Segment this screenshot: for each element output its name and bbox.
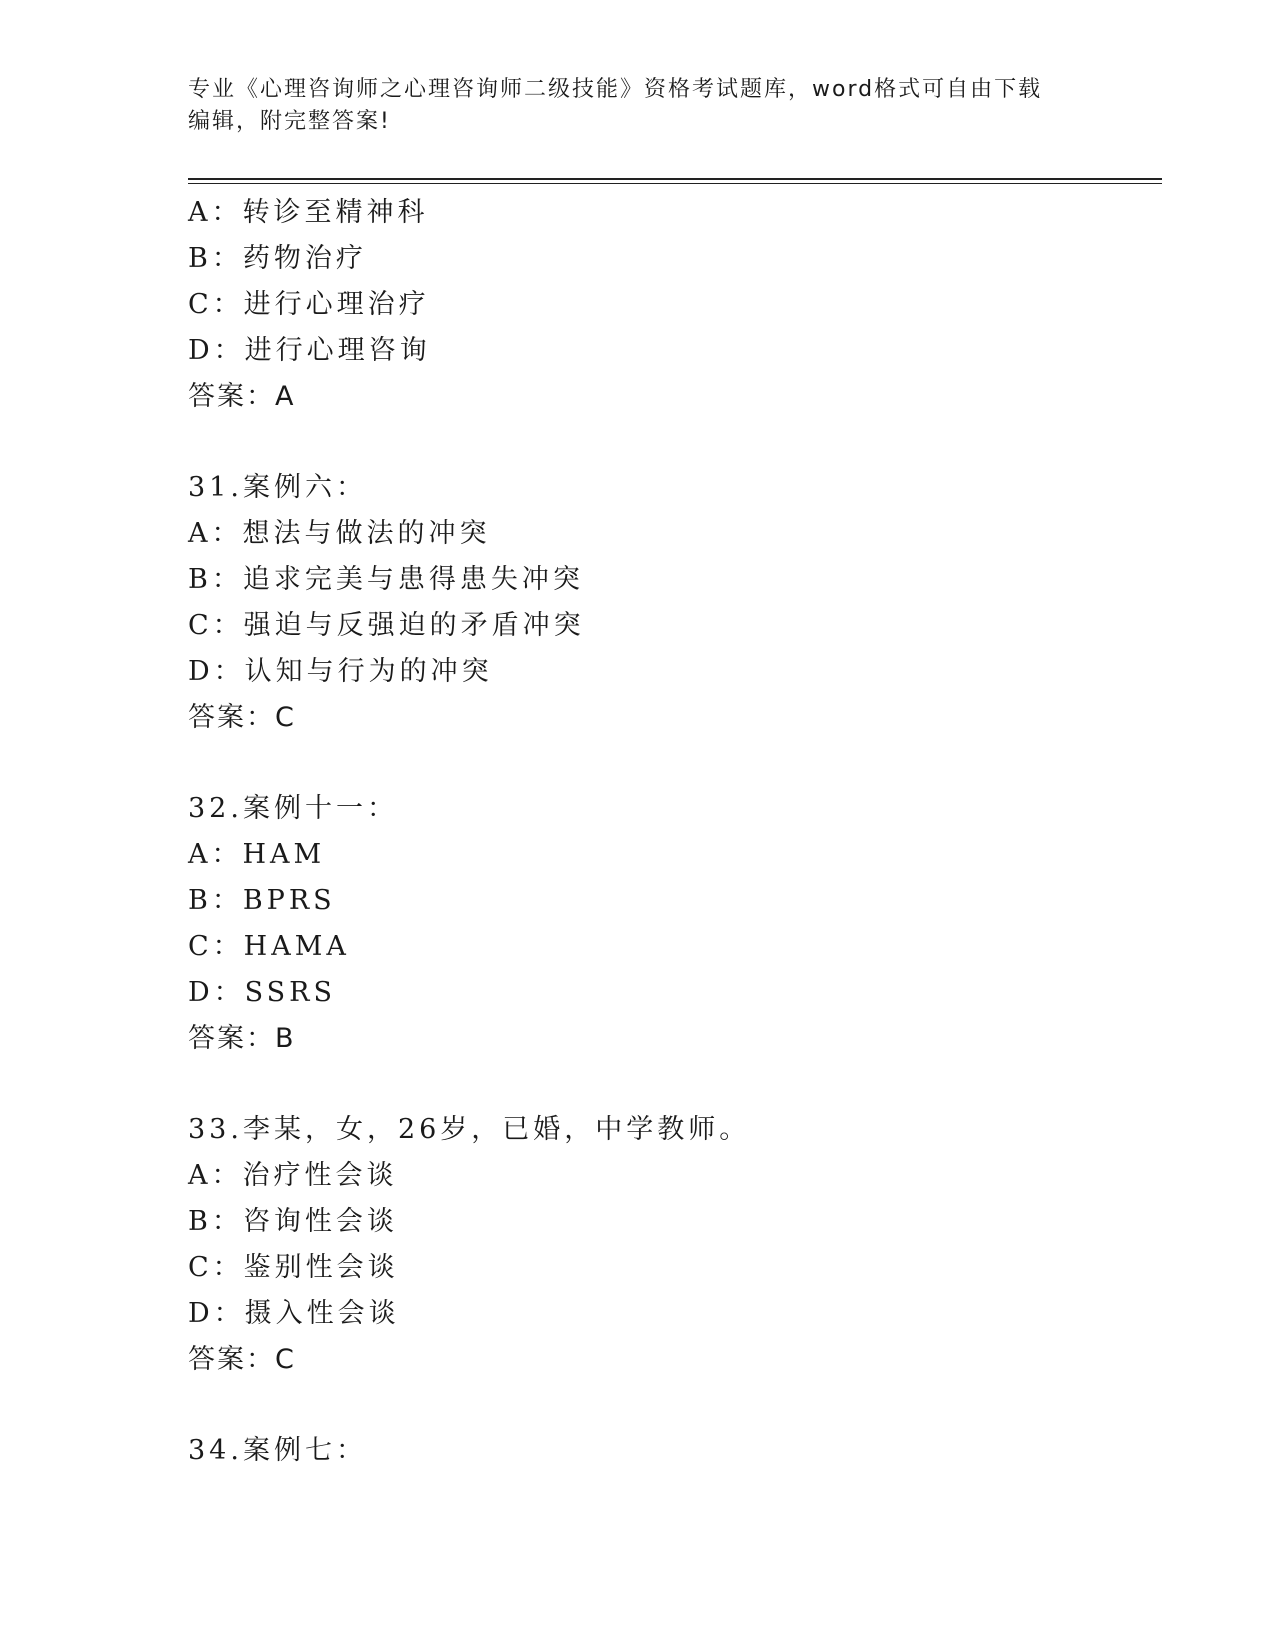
option-b: B：追求完美与患得患失冲突	[188, 564, 584, 595]
question-block	[188, 1107, 1162, 1383]
question-block	[188, 786, 1162, 1062]
option-a: A：想法与做法的冲突	[188, 518, 491, 549]
header-divider	[188, 178, 1162, 184]
answer: 答案：B	[188, 1023, 296, 1054]
question-title: 31.案例六：	[188, 472, 367, 503]
header-line-1: 专业《心理咨询师之心理咨询师二级技能》资格考试题库，word格式可自由下载	[188, 77, 1043, 102]
option-c: C：进行心理治疗	[188, 289, 430, 320]
option-c: C：强迫与反强迫的矛盾冲突	[188, 610, 585, 641]
option-a: A：治疗性会谈	[188, 1160, 398, 1191]
option-a: A：转诊至精神科	[188, 197, 429, 228]
document-header	[188, 74, 1088, 138]
option-d: D：SSRS	[188, 977, 336, 1008]
option-a: A：HAM	[188, 839, 326, 870]
option-c: C：鉴别性会谈	[188, 1252, 399, 1283]
question-title: 32.案例十一：	[188, 793, 398, 824]
question-block	[188, 1428, 1162, 1474]
question-title: 34.案例七：	[188, 1435, 367, 1466]
answer: 答案：C	[188, 702, 296, 733]
question-block	[188, 190, 1162, 420]
answer: 答案：C	[188, 1344, 296, 1375]
option-d: D：进行心理咨询	[188, 335, 431, 366]
option-b: B：药物治疗	[188, 243, 367, 274]
question-list	[188, 190, 1162, 1474]
header-line-2: 编辑，附完整答案!	[188, 109, 391, 134]
option-d: D：摄入性会谈	[188, 1298, 400, 1329]
answer: 答案：A	[188, 381, 296, 412]
option-b: B：BPRS	[188, 885, 336, 916]
question-block	[188, 465, 1162, 741]
option-c: C：HAMA	[188, 931, 350, 962]
option-d: D：认知与行为的冲突	[188, 656, 493, 687]
option-b: B：咨询性会谈	[188, 1206, 398, 1237]
question-title: 33.李某，女，26岁，已婚，中学教师。	[188, 1114, 751, 1145]
